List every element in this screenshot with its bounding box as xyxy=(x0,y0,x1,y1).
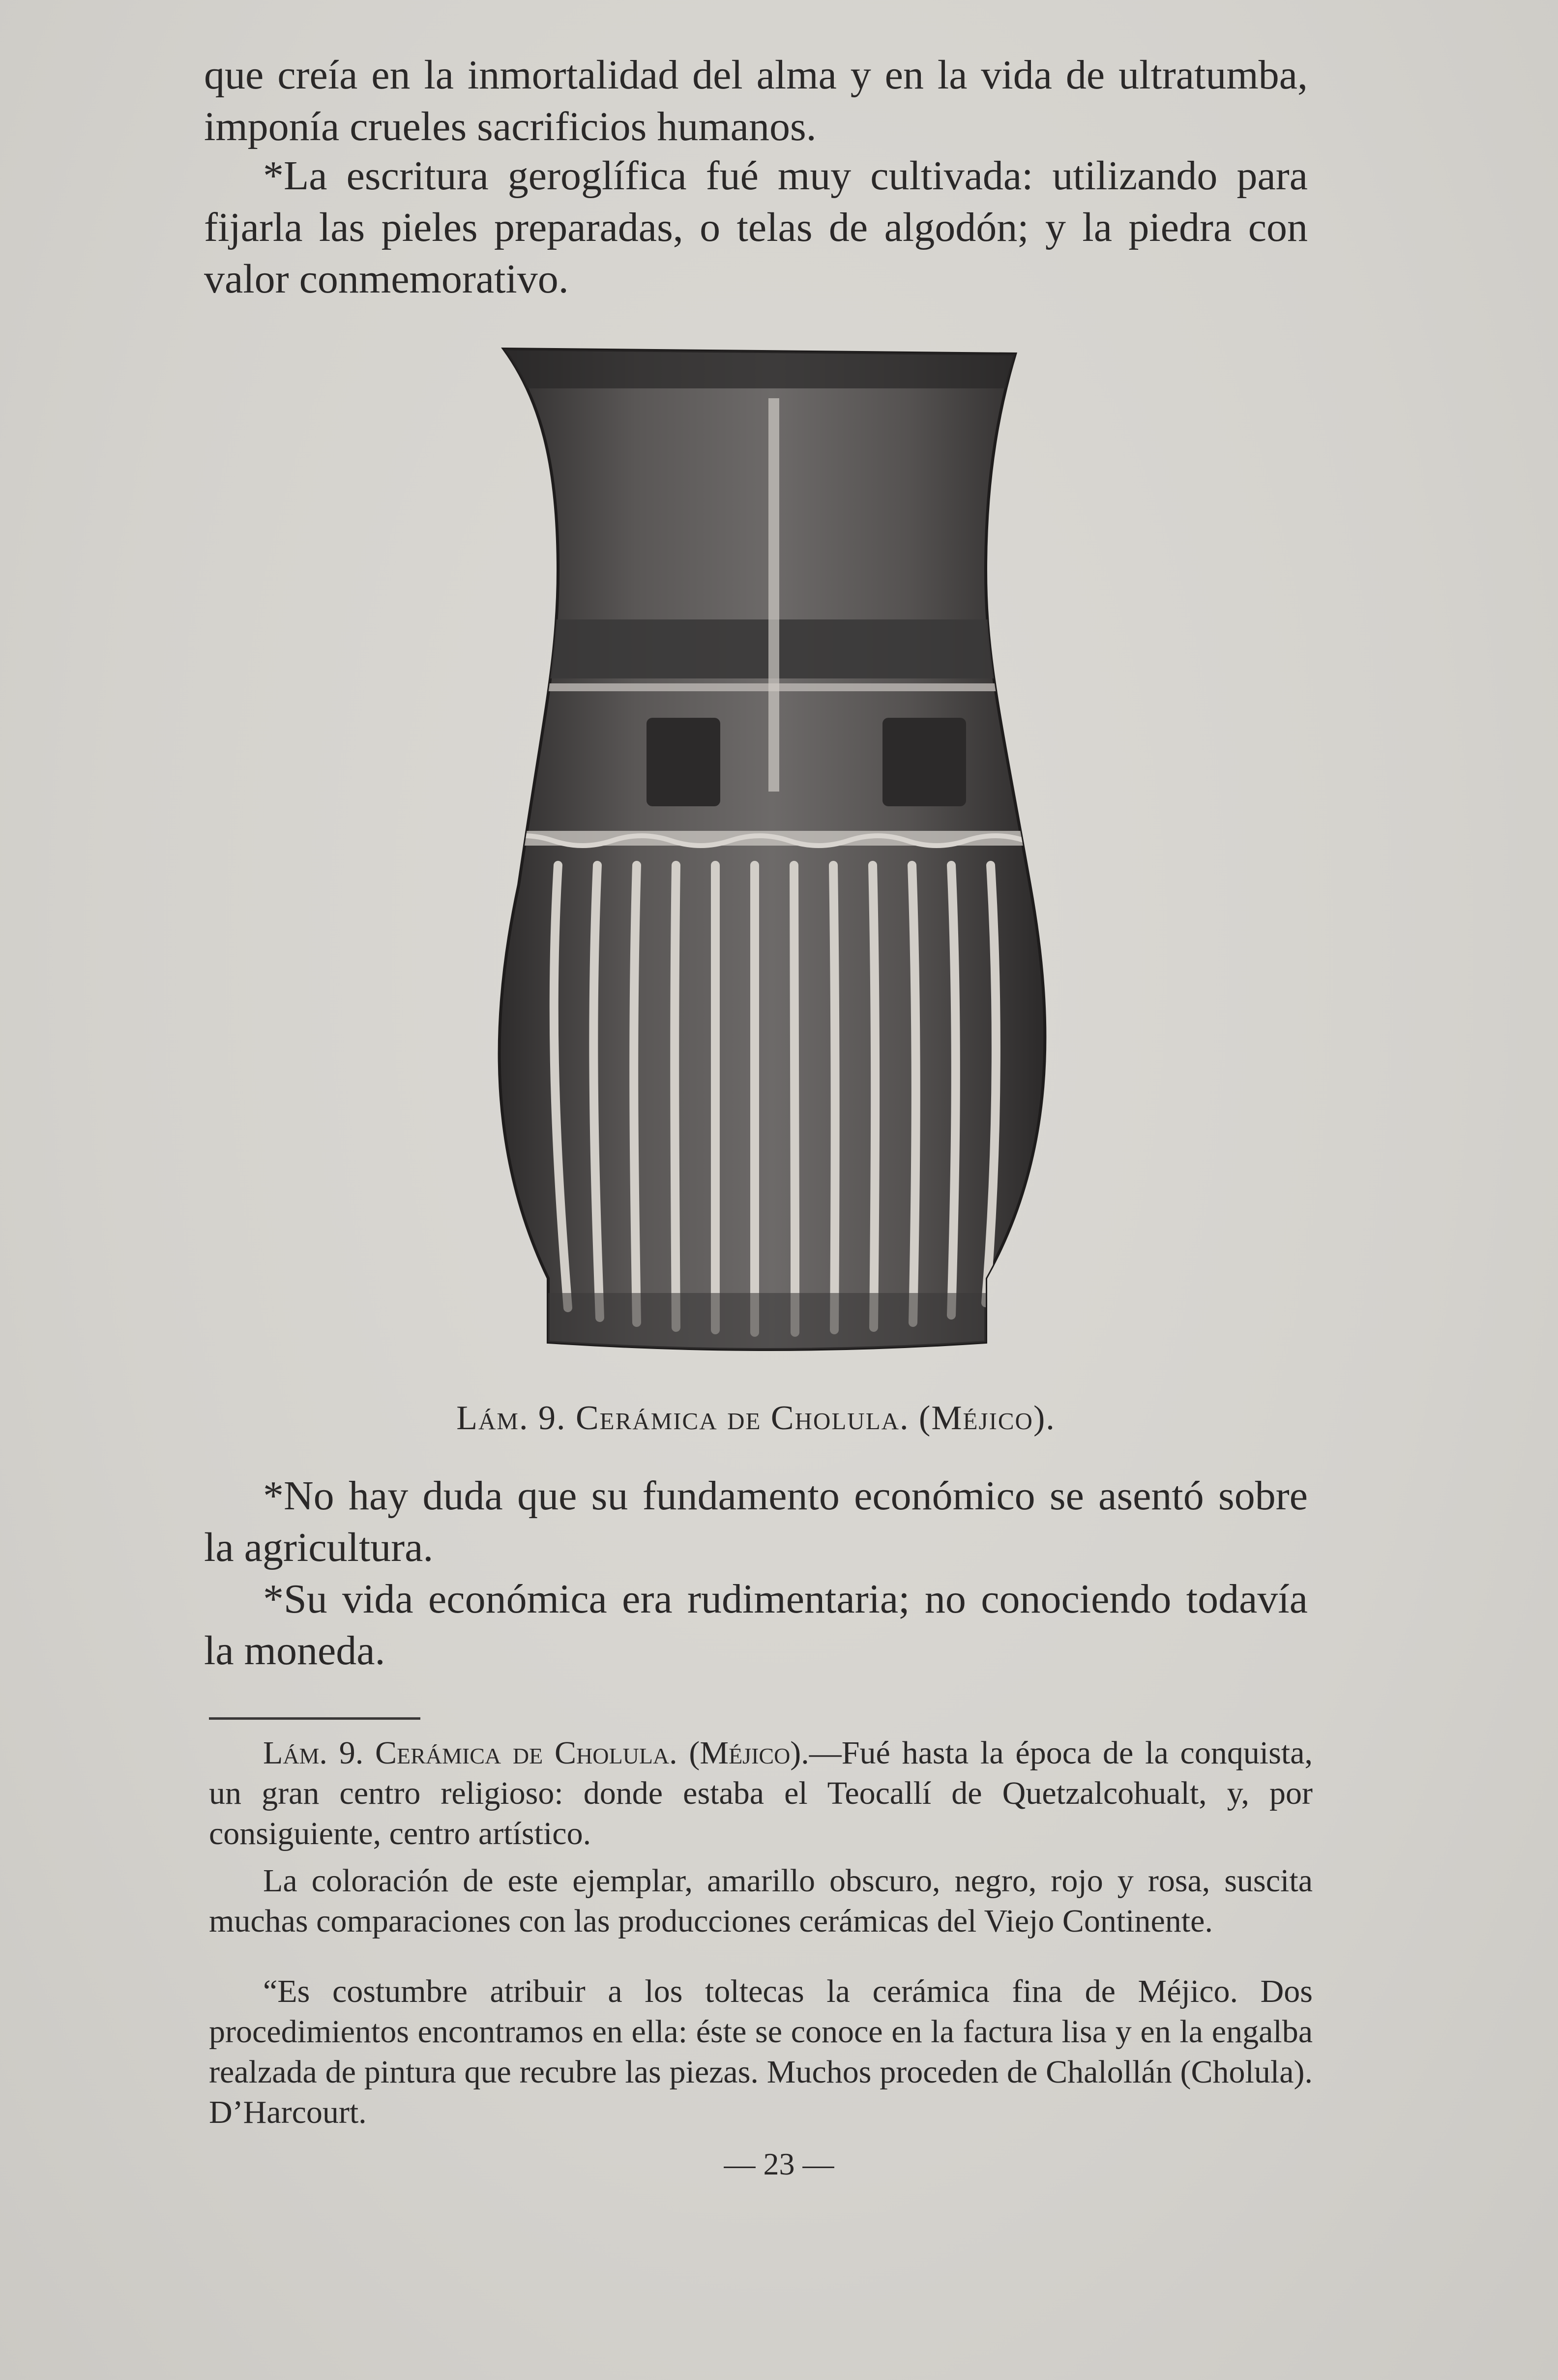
figure-caption: Lám. 9. Cerámica de Cholula. (Méjico). xyxy=(456,1399,1056,1437)
footnote-1 xyxy=(209,1733,1313,1854)
paragraph-4: *Su vida económica era rudimentaria; no conociendo todavía la moneda. xyxy=(204,1576,1308,1674)
paragraph-1: que creía en la inmortalidad del alma y en la vida de ultratumba, imponía crueles sacrificios humanos. xyxy=(204,52,1308,149)
footnote-2: La coloración de este ejemplar, amarillo obscuro, negro, rojo y rosa, suscita muchas comparaciones con las producciones cerámicas del Viejo Continente. xyxy=(209,1863,1313,1939)
paragraph-3: *No hay duda que su fundamento económico se asentó sobre la agricultura. xyxy=(204,1473,1308,1570)
footnote-1-text: —Fué hasta la época de la conquista, un gran centro religioso: donde estaba el Teocallí de Quetzalcohualt, y, por consiguiente, centro artístico. xyxy=(209,1735,1313,1851)
footnote-label: Lám. 9. Cerámica de Cholula. (Méjico). xyxy=(263,1735,809,1771)
footnote-3: “Es costumbre atribuir a los toltecas la cerámica fina de Méjico. Dos procedimientos encontramos en ella: éste se conoce en la factura lisa y en la engalba realzada de pintura que recubre las piezas. Muchos proceden de Chalollán (Cholula). D’Harcourt. xyxy=(209,1973,1313,2130)
footnote-divider xyxy=(209,1717,420,1720)
page-number: — 23 — xyxy=(724,2146,834,2181)
paragraph-2: *La escritura geroglífica fué muy cultivada: utilizando para fijarla las pieles preparadas, o telas de algodón; y la piedra con valor conmemorativo. xyxy=(204,153,1308,302)
cholula-vase-illustration xyxy=(494,344,1059,1357)
